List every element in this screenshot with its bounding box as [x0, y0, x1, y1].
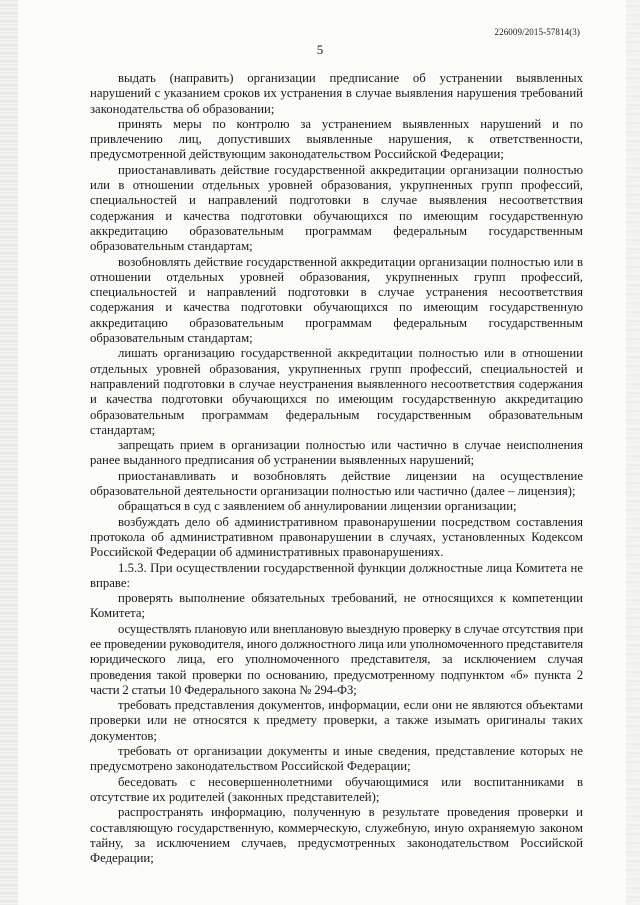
paragraph-suspend-accreditation: приостанавливать действие государственной аккредитации организации полностью или в отношении отдельных уровней образования, укрупненных групп профессий, специальностей и направлений подготовки в случае выявления несоответствия содержания и качества подготовки обучающихся по имеющим государственную аккредитацию образовательным программам федеральным государственным образовательным стандартам;	[90, 162, 583, 254]
page-number: 5	[316, 42, 324, 57]
paragraph-control-measures: принять меры по контролю за устранением выявленных нарушений и по привлечению лиц, допустивших выявленные нарушения, к ответственности, предусмотренной действующим законодательством Российской Федерации;	[90, 116, 583, 162]
document-body	[90, 71, 583, 866]
paragraph-court-appeal: обращаться в суд с заявлением об аннулировании лицензии организации;	[118, 499, 517, 514]
paragraph-revoke-accreditation: лишать организацию государственной аккредитации полностью или в отношении отдельных уровней образования, укрупненных групп профессий, специальностей и направлений подготовки в случае неустранения выявленного несоответствия содержания и качества подготовки обучающихся по имеющим государственную аккредитацию образовательным программам федеральным государственным образовательным стандартам;	[90, 346, 583, 437]
paragraph-disclose-information: распространять информацию, полученную в результате проведения проверки и составляющую государственную, коммерческую, служебную, иную охраняемую законом тайну, за исключением случаев, предусмотренных законодательством Российской Федерации;	[90, 805, 583, 866]
document-number: 226009/2015-57814(3)	[494, 27, 580, 37]
paragraph-suspend-license: приостанавливать и возобновлять действие лицензии на осуществление образовательной деятельности организации полностью или частично (далее – лицензия);	[90, 468, 583, 499]
paragraph-administrative-case: возбуждать дело об административном правонарушении посредством составления протокола об административном правонарушении в случаях, установленных Кодексом Российской Федерации об административных правонарушениях.	[90, 514, 583, 560]
paragraph-onsite-inspection: осуществлять плановую или внеплановую выездную проверку в случае отсутствия при ее проведении руководителя, иного должностного лица или уполномоченного представителя юридического лица, его уполномоченного представителя, за исключением случая проведения такой проверки по основанию, предусмотренному подпунктом «б» пункта 2 части 2 статьи 10 Федерального закона № 294-ФЗ;	[90, 621, 583, 697]
paragraph-resume-accreditation: возобновлять действие государственной аккредитации организации полностью или в отношении отдельных уровней образования, укрупненных групп профессий, специальностей и направлений подготовки в случае устранения несоответствия содержания и качества подготовки обучающихся по имеющим государственную аккредитацию образовательным программам федеральным государственным образовательным стандартам;	[90, 254, 583, 346]
paragraph-prohibit-admission: запрещать прием в организации полностью или частично в случае неисполнения ранее выданного предписания об устранении выявленных нарушений;	[90, 438, 583, 468]
paragraph-section-1-5-3: 1.5.3. При осуществлении государственной функции должностные лица Комитета не вправе:	[90, 560, 583, 590]
paragraph-issue-order: выдать (направить) организации предписание об устранении выявленных нарушений с указанием сроков их устранения в случае выявления нарушения требований законодательства об образовании;	[90, 71, 583, 116]
scan-edge-right	[626, 0, 640, 905]
paragraph-request-documents: требовать представления документов, информации, если они не являются объектами проверки или не относятся к предмету проверки, а также изымать оригиналы таких документов;	[90, 698, 583, 743]
paragraph-talk-minors: беседовать с несовершеннолетними обучающимися или воспитанниками в отсутствие их родителей (законных представителей);	[90, 774, 583, 804]
paragraph-check-requirements: проверять выполнение обязательных требований, не относящихся к компетенции Комитета;	[90, 591, 583, 621]
paragraph-request-information: требовать от организации документы и иные сведения, представление которых не предусмотрено законодательством Российской Федерации;	[90, 744, 583, 774]
scan-edge-left	[0, 0, 18, 905]
